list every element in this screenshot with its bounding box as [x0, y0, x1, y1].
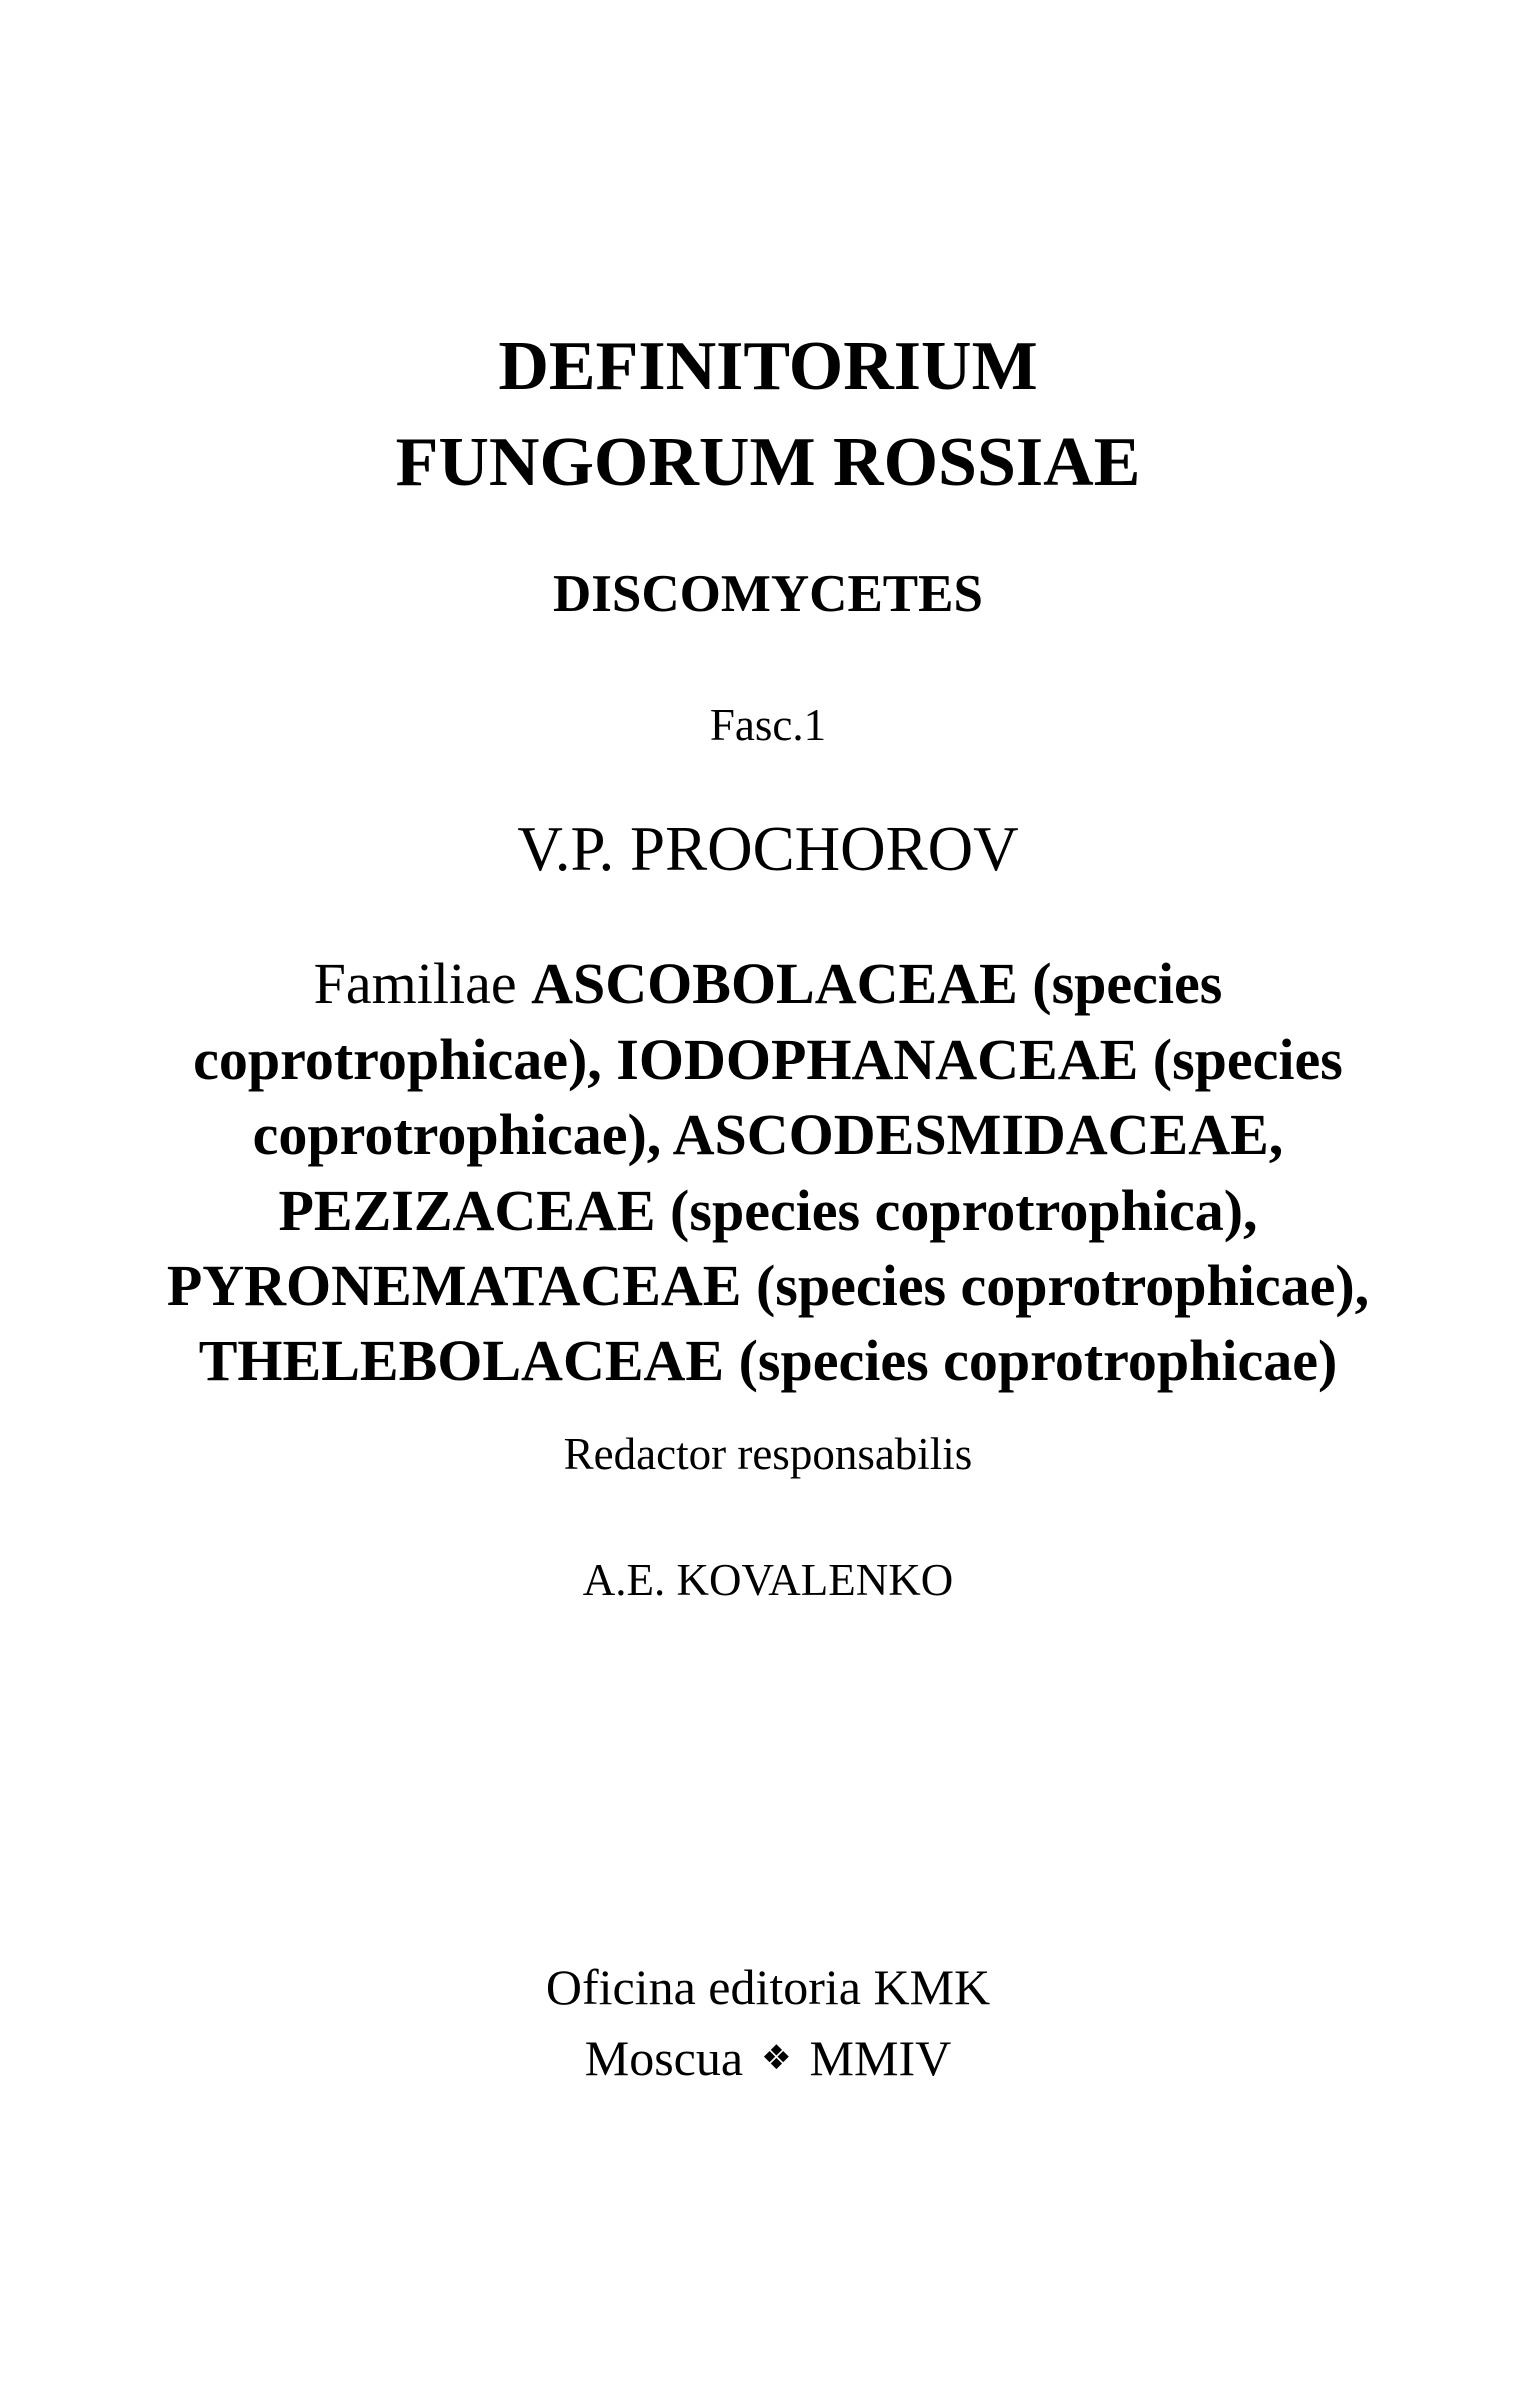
families-line-1-text: ASCOBOLACEAE (species	[531, 951, 1223, 1016]
publisher-name: Oficina editoria KMK	[545, 1959, 991, 2015]
subtitle: DISCOMYCETES	[553, 565, 983, 623]
families-line-5: PYRONEMATACEAE (species coprotrophicae),	[166, 1253, 1370, 1318]
imprint-line	[0, 2030, 1536, 2086]
editor-name: A.E. KOVALENKO	[582, 1555, 954, 1605]
families-line-1	[0, 951, 1536, 1016]
families-line-6: THELEBOLACEAE (species coprotrophicae)	[198, 1328, 1338, 1393]
title-line-1: DEFINITORIUM	[498, 328, 1038, 405]
title-line-2: FUNGORUM ROSSIAE	[395, 424, 1141, 501]
families-line-2: coprotrophicae), IODOPHANACEAE (species	[193, 1027, 1343, 1092]
families-intro: Familiae	[313, 951, 517, 1016]
fascicle-number: Fasc.1	[709, 700, 827, 750]
editor-label: Redactor responsabilis	[563, 1429, 973, 1479]
families-line-3: coprotrophicae), ASCODESMIDACEAE,	[252, 1102, 1284, 1167]
four-diamond-ornament-icon: ❖	[761, 2038, 792, 2078]
imprint-year: MMIV	[809, 2030, 952, 2086]
imprint-city: Moscua	[584, 2030, 744, 2086]
families-line-4: PEZIZACEAE (species coprotrophica),	[278, 1178, 1258, 1243]
author-name: V.P. PROCHOROV	[517, 814, 1019, 884]
